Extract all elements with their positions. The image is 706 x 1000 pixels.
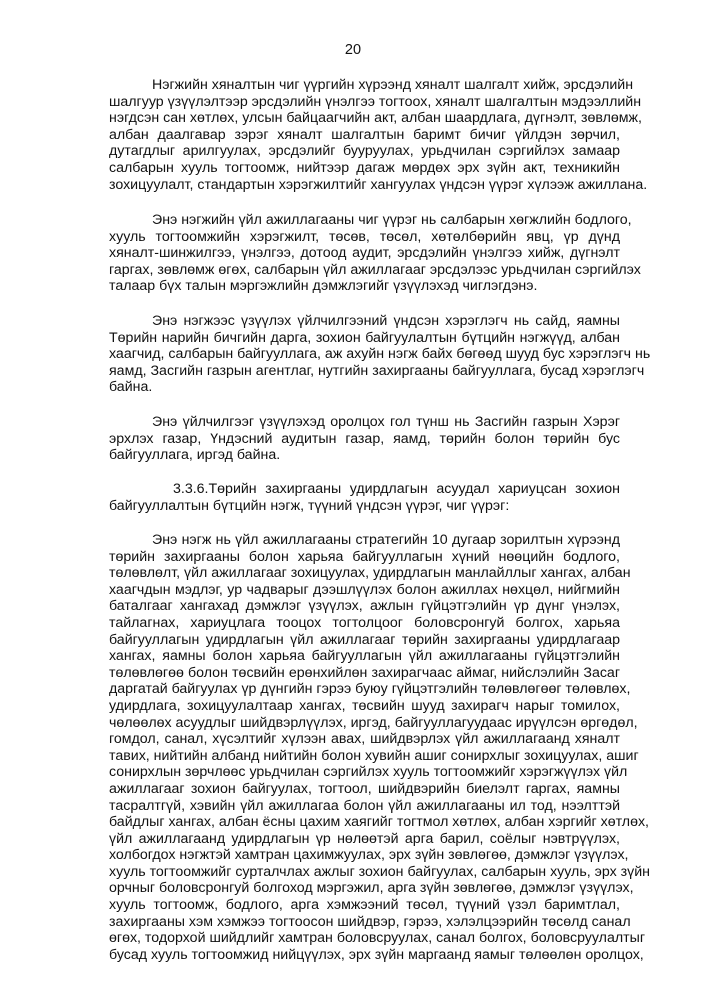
text-line: Нэгжийн хяналтын чиг үүргийн хүрээнд хяналт шалгалт хийж, эрсдэлийн [152,77,634,93]
text-line: төрийн захиргааны болон харьяа байгууллагын хүний нөөцийн бодлого, [109,548,620,565]
paragraph-partners [109,414,620,464]
text-line: нэгдсэн сан хөтлөх, улсын байцаагчийн акт, албан шаардлага, дүгнэлт, зөвлөмж, [109,110,642,127]
paragraph-control-unit-duties [109,77,648,193]
text-line: албан даалгавар зэрэг хяналт шалгалтын баримт бичиг үйлдэн зөрчил, [109,126,620,143]
text-line: хууль тогтоомжийг сурталчлах ажлыг зохион байгуулах, салбарын хууль, эрх зүйн [109,863,650,880]
text-line: тавих, нийтийн албанд нийтийн болон хувийн ашиг сонирхлыг зохицуулах, ашиг [109,747,639,764]
text-line: Энэ үйлчилгээг үзүүлэхэд оролцох гол түнш нь Засгийн газрын Хэрэг [152,414,620,430]
text-line: холбогдох нэгжтэй хамтран цахимжуулах, эрх зүйн зөвлөгөө, дэмжлэг үзүүлэх, [109,847,629,864]
text-line: салбарын хууль тогтоомж, нийтээр дагаж мөрдөх эрх зүйн акт, техникийн [109,159,620,176]
text-line: үйл ажиллагаанд удирдлагын үр нөлөөтэй арга барил, соёлыг нэвтрүүлэх, [109,830,620,847]
text-line: Төрийн нарийн бичгийн дарга, зохион байгуулалтын бүтцийн нэгжүүд, албан [109,329,620,346]
text-line: бусад хууль тогтоомжид нийцүүлэх, эрх зүйн маргаанд яамыг төлөөлөн оролцох, [109,946,644,963]
text-line: даргатай байгуулах үр дүнгийн гэрээ буюу гүйцэтгэлийн төлөвлөгөөг төлөвлөх, [109,681,631,698]
text-line: байгууллагын удирдлагын үйл ажиллагааг төрийн захиргааны удирдлагаар [109,631,620,648]
text-line: Энэ нэгжийн үйл ажиллагааны чиг үүрэг нь салбарын хөгжлийн бодлого, [152,212,632,228]
text-line: талаар бүх талын мэргэжлийн дэмжлэгийг үзүүлэхэд чиглэгдэнэ. [109,278,538,295]
text-line: хяналт-шинжилгээ, үнэлгээ, дотоод аудит, эрсдэлийн үнэлгээ хийж, дүгнэлт [109,245,620,262]
text-line: дутагдлыг арилгуулах, эрсдэлийг бууруулах, урьдчилан сэргийлэх замаар [109,143,620,160]
text-line: Энэ нэгжээс үзүүлэх үйлчилгээний үндсэн хэрэглэгч нь сайд, яамны [152,313,620,329]
text-line: захиргааны хэм хэмжээ тогтоосон шийдвэр, гэрээ, хэлэлцээрийн төсөлд санал [109,913,631,930]
text-line: төлөвлөлт, үйл ажиллагааг зохицуулах, удирдлагын манлайллыг хангах, албан [109,565,631,582]
section-heading-3-3-6 [109,481,620,514]
text-line: ажиллагааг зохион байгуулах, тогтоол, шийдвэрийн биелэлт гаргах, яамны [109,780,620,797]
text-line: шалгуур үзүүлэлтээр эрсдэлийн үнэлгээ тогтоох, хяналт шалгалтын мэдээллийн [109,93,642,110]
text-line: яамд, Засгийн газрын агентлаг, нутгийн захиргааны байгууллага, бусад хэрэглэгч [109,362,645,379]
text-line: байна. [109,379,153,396]
text-line: сонирхлын зөрчлөөс урьдчилан сэргийлэх хууль тогтоомжийг хэрэгжүүлэх үйл [109,764,628,781]
page-number: 20 [344,42,362,58]
text-line: тасралтгүй, хэвийн үйл ажиллагаа болон үйл ажиллагааны ил тод, нээлттэй [109,797,620,814]
text-line: хууль тогтоомжийн хэрэгжилт, төсөв, төсөл, хөтөлбөрийн явц, үр дүнд [109,228,620,245]
text-line: Энэ нэгж нь үйл ажиллагааны стратегийн 10 дугаар зорилтын хүрээнд [152,532,620,548]
text-line: 3.3.6.Төрийн захиргааны удирдлагын асуудал хариуцсан зохион [173,481,620,497]
text-line: баталгааг хангахад дэмжлэг үзүүлэх, ажлын гүйцэтгэлийн үр дүнг үнэлэх, [109,598,620,615]
text-line: тайлагнах, хариуцлага тооцох тогтолцоог боловсронгуй болгох, харьяа [109,614,620,631]
text-line: хаагчдын мэдлэг, ур чадварыг дээшлүүлэх болон ажиллах нөхцөл, нийгмийн [109,581,620,598]
text-line: зохицуулалт, стандартын хэрэгжилтийг хангуулах үндсэн үүрэг хүлээж ажиллана. [109,176,648,193]
text-line: байгууллалтын бүтцийн нэгж, түүний үндсэн үүрэг, чиг үүрэг: [109,497,510,514]
text-line: байдлыг хангах, албан ёсны цахим хаягийг тогтмол хөтлөх, албан хэргийг хөтлөх, [109,814,649,831]
text-line: төлөвлөгөө болон төсвийн ерөнхийлөн захирагчаас аймаг, нийслэлийн Засаг [109,664,620,681]
text-line: өгөх, тодорхой шийдлийг хамтран боловсруулах, санал болгох, боловсруулалтыг [109,930,645,947]
text-line: удирдлага, зохицуулалтаар хангах, төсвийн шууд захирагч нарыг томилох, [109,697,620,714]
text-line: орчныг боловсронгуй болгоход мэргэжил, арга зүйн зөвлөгөө, дэмжлэг үзүүлэх, [109,880,634,897]
text-line: хаагчид, салбарын байгууллага, аж ахуйн нэгж байх бөгөөд шууд бус хэрэглэгч нь [109,346,651,363]
text-line: гаргах, зөвлөмж өгөх, салбарын үйл ажиллагааг эрсдэлээс урьдчилан сэргийлэх [109,261,641,278]
paragraph-admin-unit-duties [109,532,650,963]
paragraph-service-users [109,313,651,396]
text-line: чөлөөлөх асуудлыг шийдвэрлүүлэх, иргэд, байгууллагуудаас ирүүлсэн өргөдөл, [109,714,638,731]
paragraph-unit-function [109,212,641,295]
text-line: хангах, яамны болон харьяа байгууллагын үйл ажиллагааны гүйцэтгэлийн [109,648,620,665]
text-line: гомдол, санал, хүсэлтийг хүлээн авах, шийдвэрлэх үйл ажиллагаанд хяналт [109,731,620,748]
text-line: байгууллага, иргэд байна. [109,447,281,464]
text-line: хууль тогтоомж, бодлого, арга хэмжээний төсөл, түүний үзэл баримтлал, [109,897,620,914]
text-line: эрхлэх газар, Үндэсний аудитын газар, яамд, төрийн болон төрийн бус [109,430,620,447]
